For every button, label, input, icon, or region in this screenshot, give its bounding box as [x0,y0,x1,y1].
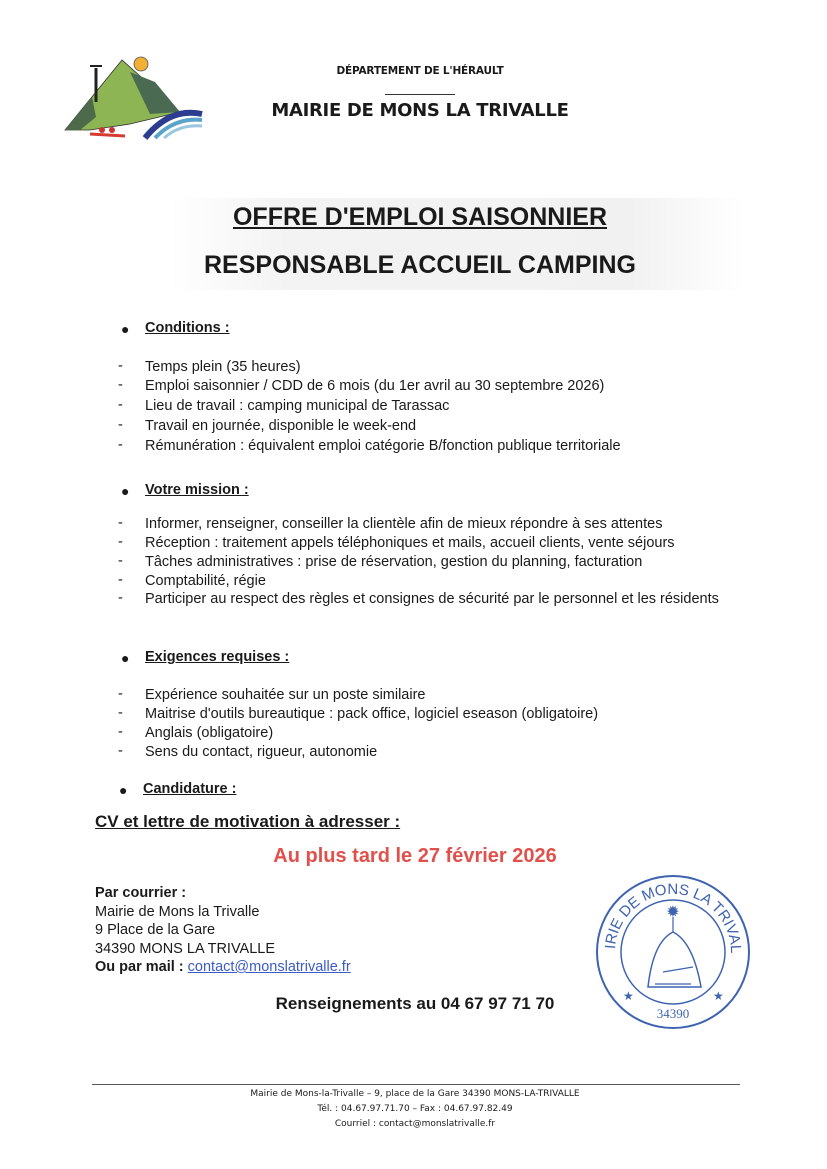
footer-phone: Tél. : 04.67.97.71.70 – Fax : 04.67.97.82.49 [317,1104,513,1114]
list-item: - Participer au respect des règles et consignes de sécurité par le personnel et les résidents [118,590,719,607]
footer-address: Mairie de Mons-la-Trivalle – 9, place de la Gare 34390 MONS-LA-TRIVALLE [250,1089,580,1099]
section-heading-requirements: Exigences requises : [145,649,290,665]
list-item: - Comptabilité, régie [118,572,266,589]
address-line: 34390 MONS LA TRIVALLE [95,941,276,957]
department-label: DÉPARTEMENT DE L'HÉRAULT [336,65,504,77]
list-item: - Maitrise d'outils bureautique : pack office, logiciel eseason (obligatoire) [118,705,599,722]
svg-text:★: ★ [713,989,724,1003]
section-heading-application: Candidature : [143,781,237,797]
list-item: - Travail en journée, disponible le week-end [118,417,417,434]
bullet-icon: ● [121,321,130,337]
list-item: - Informer, renseigner, conseiller la clientèle afin de mieux répondre à ses attentes [118,515,663,532]
list-item: - Rémunération : équivalent emploi catégorie B/fonction publique territoriale [118,437,621,454]
footer-divider [92,1084,740,1085]
deadline: Au plus tard le 27 février 2026 [273,845,557,867]
footer-email: Courriel : contact@monslatrivalle.fr [334,1119,496,1129]
page-title: OFFRE D'EMPLOI SAISONNIER [232,203,608,231]
list-item: - Temps plein (35 heures) [118,358,301,375]
cv-instruction: CV et lettre de motivation à adresser : [95,812,401,831]
bullet-icon: ● [121,650,130,666]
section-heading-conditions: Conditions : [145,320,230,336]
list-item: - Anglais (obligatoire) [118,724,274,741]
list-item: - Tâches administratives : prise de réservation, gestion du planning, facturation [118,553,643,570]
list-item: - Sens du contact, rigueur, autonomie [118,743,378,760]
phone-info: Renseignements au 04 67 97 71 70 [275,994,555,1013]
mairie-title: MAIRIE DE MONS LA TRIVALLE [271,100,569,121]
svg-text:★: ★ [623,989,634,1003]
email-row [95,959,351,975]
email-label: Ou par mail : [95,959,184,975]
section-heading-mission: Votre mission : [145,482,249,498]
svg-text:34390: 34390 [656,1006,690,1021]
svg-text:✹: ✹ [666,904,680,921]
list-item: - Réception : traitement appels téléphoniques et mails, accueil clients, vente séjours [118,534,675,551]
stamp-text: IRIE DE MONS LA TRIVAL [602,880,745,954]
bullet-icon: ● [119,782,128,798]
list-item: - Expérience souhaitée sur un poste similaire [118,686,426,703]
header-divider [385,94,455,95]
postal-label: Par courrier : [95,885,187,901]
address-line: 9 Place de la Gare [95,922,216,938]
address-line: Mairie de Mons la Trivalle [95,904,260,920]
job-title: RESPONSABLE ACCUEIL CAMPING [204,251,636,279]
official-stamp [593,872,753,1037]
bullet-icon: ● [121,483,130,499]
list-item: - Lieu de travail : camping municipal de Tarassac [118,397,450,414]
municipal-logo [60,52,205,147]
list-item: - Emploi saisonnier / CDD de 6 mois (du 1er avril au 30 septembre 2026) [118,377,605,394]
email-link[interactable]: contact@monslatrivalle.fr [187,959,351,975]
